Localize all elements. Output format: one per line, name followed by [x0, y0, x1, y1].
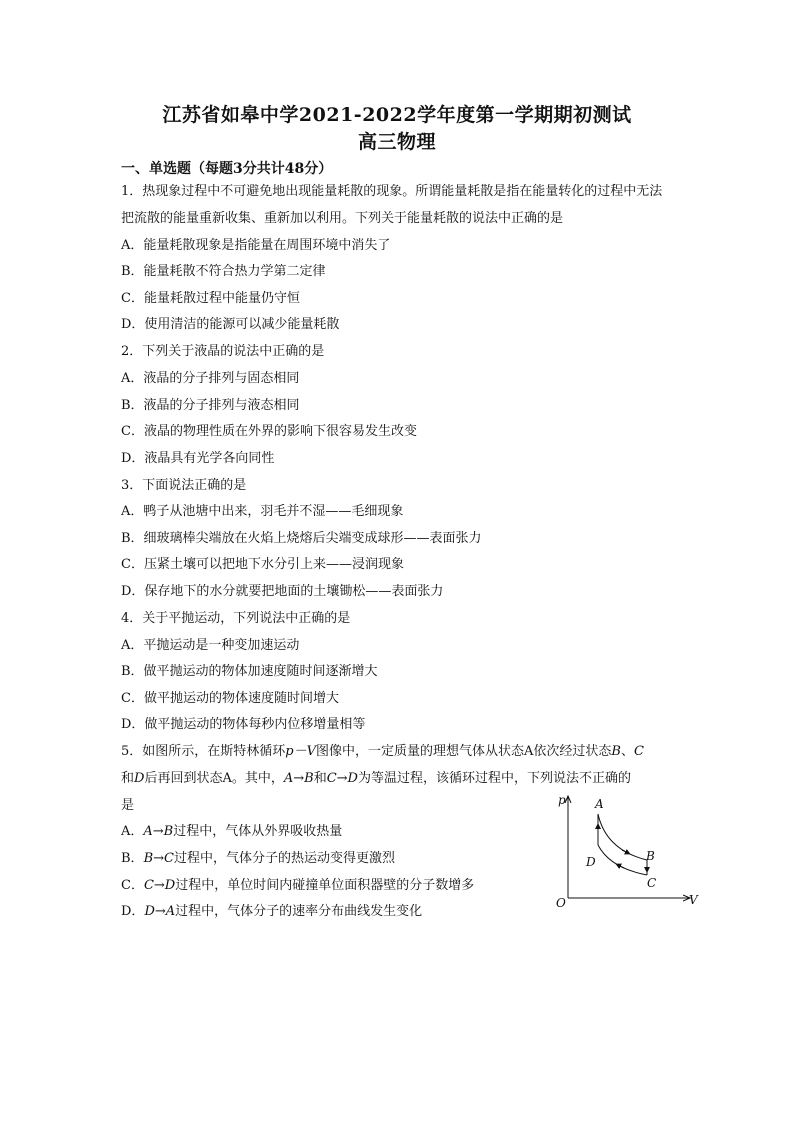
q5-text: 后再回到状态A。其中，	[144, 771, 284, 786]
q5-option-b	[121, 850, 395, 868]
q1-option-a: A．能量耗散现象是指能量在周围环境中消失了	[121, 238, 391, 253]
q2-option-a: A．液晶的分子排列与固态相同	[121, 371, 300, 386]
q3-stem: 3．下面说法正确的是	[121, 478, 247, 493]
q1-option-c: C．能量耗散过程中能量仍守恒	[121, 291, 300, 306]
q5-math-cd: C→D	[326, 771, 358, 786]
q3-option-a: A．鸭子从池塘中出来，羽毛并不湿——毛细现象	[121, 504, 404, 519]
q5-option-a	[121, 823, 342, 841]
q5-option-label: C．	[121, 878, 144, 893]
point-d-label: D	[586, 855, 596, 869]
q5-math-ab: A→B	[143, 824, 174, 839]
q4-stem: 4．关于平抛运动，下列说法中正确的是	[121, 611, 351, 626]
q5-math-b: B	[611, 744, 621, 759]
q4-option-d: D．做平抛运动的物体每秒内位移增量相等	[121, 717, 366, 732]
q1-stem-line1: 1．热现象过程中不可避免地出现能量耗散的现象。所谓能量耗散是指在能量转化的过程中无法	[121, 184, 663, 199]
q5-option-d	[121, 903, 422, 921]
q2-option-d: D．液晶具有光学各向同性	[121, 451, 275, 466]
q5-option-text: 过程中，单位时间内碰撞单位面积器壁的分子数增多	[175, 878, 475, 893]
q5-option-c	[121, 877, 474, 895]
q5-option-label: B．	[121, 851, 144, 866]
q2-option-b: B．液晶的分子排列与液态相同	[121, 398, 300, 413]
origin-label: O	[556, 896, 566, 910]
q5-math-da: D→A	[144, 904, 176, 919]
arrow-ab	[622, 850, 628, 853]
q2-stem: 2．下列关于液晶的说法中正确的是	[121, 344, 325, 359]
q5-stem-line1	[121, 743, 644, 761]
q5-stem-line2	[121, 770, 631, 788]
q5-option-text: 过程中，气体分子的速率分布曲线发生变化	[175, 904, 423, 919]
q5-option-text: 过程中，气体分子的热运动变得更激烈	[173, 851, 395, 866]
q3-option-c: C．压紧土壤可以把地下水分引上来——浸润现象	[121, 557, 404, 572]
q5-stem-line3: 是	[121, 798, 135, 813]
exam-subject: 高三物理	[357, 131, 436, 153]
v-axis-label: V	[689, 893, 698, 907]
q5-option-label: D．	[121, 904, 145, 919]
q5-option-text: 过程中，气体从外界吸收热量	[173, 824, 343, 839]
point-a-label: A	[595, 797, 604, 811]
section-heading: 一、单选题（每题3分共计48分）	[121, 161, 333, 177]
q5-math-pv: p－V	[285, 744, 316, 759]
point-b-label: B	[646, 849, 655, 863]
q4-option-a: A．平抛运动是一种变加速运动	[121, 638, 300, 653]
q5-math-bc: B→C	[143, 851, 174, 866]
q5-text: 、	[620, 744, 634, 759]
q5-text: 和	[121, 771, 135, 786]
q5-text: 图像中，一定质量的理想气体从状态A依次经过状态	[316, 744, 612, 759]
pv-cycle-diagram	[550, 790, 700, 910]
q5-text: 和	[313, 771, 327, 786]
point-c-label: C	[647, 876, 657, 890]
q3-option-b: B．细玻璃棒尖端放在火焰上烧熔后尖端变成球形——表面张力	[121, 531, 482, 546]
q3-option-d: D．保存地下的水分就要把地面的土壤锄松——表面张力	[121, 584, 444, 599]
q1-option-d: D．使用清洁的能源可以减少能量耗散	[121, 317, 340, 332]
q5-text: 为等温过程，该循环过程中，下列说法不正确的	[357, 771, 631, 786]
q2-option-c: C．液晶的物理性质在外界的影响下很容易发生改变	[121, 424, 417, 439]
exam-title: 江苏省如皋中学2021-2022学年度第一学期期初测试	[162, 104, 632, 126]
q5-text: 5．如图所示，在斯特林循环	[121, 744, 286, 759]
arrow-cd	[618, 865, 624, 868]
q1-stem-line2: 把流散的能量重新收集、重新加以利用。下列关于能量耗散的说法中正确的是	[121, 211, 564, 226]
q4-option-b: B．做平抛运动的物体加速度随时间逐渐增大	[121, 664, 378, 679]
q5-math-c: C	[633, 744, 644, 759]
q5-math-cd: C→D	[143, 878, 176, 893]
q5-math-d: D	[134, 771, 145, 786]
q5-math-ab: A→B	[283, 771, 314, 786]
q5-option-label: A．	[121, 824, 144, 839]
isotherm-ab	[598, 814, 647, 860]
q4-option-c: C．做平抛运动的物体速度随时间增大	[121, 691, 339, 706]
q1-option-b: B．能量耗散不符合热力学第二定律	[121, 264, 326, 279]
p-axis-label: p	[558, 793, 566, 807]
